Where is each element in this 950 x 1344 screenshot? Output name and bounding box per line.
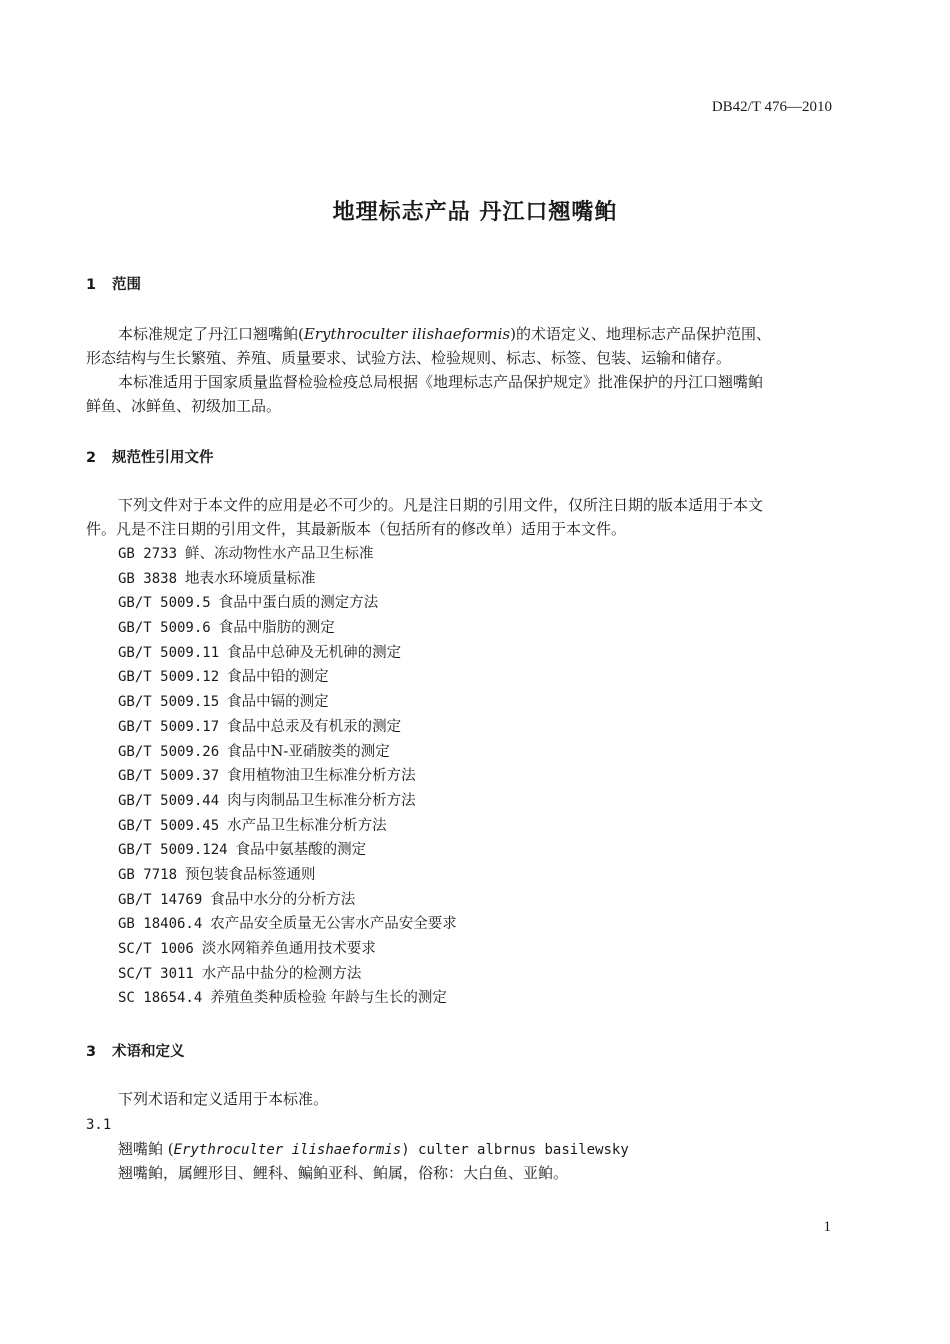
section-number: 3 bbox=[86, 1044, 97, 1060]
reference-title: 食品中蛋白质的测定方法 bbox=[218, 595, 379, 612]
reference-title: 食品中N-亚硝胺类的测定 bbox=[227, 743, 390, 760]
reference-code: GB/T 5009.5 bbox=[118, 595, 211, 612]
reference-item bbox=[118, 912, 457, 937]
text-run: )的术语定义、地理标志产品保护范围、 bbox=[510, 325, 771, 343]
document-code: DB42/T 476—2010 bbox=[711, 99, 832, 115]
reference-title: 肉与肉制品卫生标准分析方法 bbox=[227, 792, 416, 809]
term-entry bbox=[118, 1137, 629, 1162]
reference-code: GB/T 5009.44 bbox=[118, 792, 220, 809]
reference-code: GB/T 5009.15 bbox=[118, 694, 220, 711]
reference-title: 预包装食品标签通则 bbox=[185, 866, 316, 883]
reference-item bbox=[118, 962, 457, 987]
reference-item bbox=[118, 863, 457, 888]
reference-item bbox=[118, 937, 457, 962]
reference-code: GB/T 5009.45 bbox=[118, 817, 220, 834]
reference-title: 养殖鱼类种质检验 年龄与生长的测定 bbox=[210, 990, 447, 1007]
reference-code: SC/T 3011 bbox=[118, 965, 194, 982]
reference-code: GB/T 5009.12 bbox=[118, 669, 220, 686]
latin-name: Erythroculter ilishaeformis bbox=[173, 1142, 402, 1158]
reference-item bbox=[118, 764, 457, 789]
reference-code: SC 18654.4 bbox=[118, 990, 203, 1007]
reference-item bbox=[118, 567, 457, 592]
reference-title: 农产品安全质量无公害水产品安全要求 bbox=[210, 916, 457, 933]
section-number: 1 bbox=[86, 277, 97, 293]
term-alias: ) culter albrnus basilewsky bbox=[401, 1142, 629, 1158]
reference-item bbox=[118, 591, 457, 616]
section-2-paragraph-1 bbox=[86, 493, 763, 541]
subsection-number: 3.1 bbox=[86, 1117, 112, 1133]
reference-title: 食用植物油卫生标准分析方法 bbox=[227, 768, 416, 785]
reference-item bbox=[118, 838, 457, 863]
paragraph-line: 件。凡是不注日期的引用文件，其最新版本（包括所有的修改单）适用于本文件。 bbox=[86, 520, 627, 538]
reference-title: 水产品中盐分的检测方法 bbox=[201, 965, 362, 982]
term-name: 翘嘴鲌 ( bbox=[118, 1140, 174, 1158]
section-title: 范围 bbox=[112, 277, 141, 293]
paragraph-line: 形态结构与生长繁殖、养殖、质量要求、试验方法、检验规则、标志、标签、包装、运输和储存。 bbox=[86, 349, 732, 367]
section-2-heading bbox=[86, 446, 214, 467]
reference-code: GB/T 14769 bbox=[118, 891, 203, 908]
reference-title: 地表水环境质量标准 bbox=[185, 570, 316, 587]
paragraph-line: 鲜鱼、冰鲜鱼、初级加工品。 bbox=[86, 397, 282, 415]
reference-item bbox=[118, 715, 457, 740]
reference-title: 食品中铅的测定 bbox=[227, 669, 329, 686]
reference-item bbox=[118, 616, 457, 641]
reference-code: GB 2733 bbox=[118, 546, 178, 562]
section-3-heading bbox=[86, 1040, 185, 1061]
reference-title: 食品中总砷及无机砷的测定 bbox=[227, 644, 402, 661]
paragraph-line bbox=[86, 322, 771, 346]
reference-item bbox=[118, 986, 457, 1011]
section-1-paragraph-1 bbox=[86, 322, 771, 370]
reference-code: GB/T 5009.37 bbox=[118, 768, 220, 785]
reference-item bbox=[118, 814, 457, 839]
reference-item bbox=[118, 690, 457, 715]
reference-code: GB 18406.4 bbox=[118, 916, 203, 933]
section-title: 规范性引用文件 bbox=[112, 450, 214, 466]
page-title: 地理标志产品 丹江口翘嘴鲌 bbox=[332, 200, 618, 225]
section-1-paragraph-2 bbox=[86, 370, 763, 418]
term-definition: 翘嘴鲌，属鲤形目、鲤科、鳊鲌亚科、鲌属，俗称：大白鱼、亚鲌。 bbox=[118, 1164, 569, 1182]
reference-code: GB 7718 bbox=[118, 866, 178, 883]
reference-item bbox=[118, 542, 457, 567]
reference-title: 食品中镉的测定 bbox=[227, 694, 329, 711]
section-number: 2 bbox=[86, 450, 97, 466]
reference-item bbox=[118, 740, 457, 765]
reference-title: 食品中氨基酸的测定 bbox=[235, 842, 367, 859]
reference-title: 食品中水分的分析方法 bbox=[210, 891, 356, 908]
section-1-heading bbox=[86, 273, 141, 294]
reference-code: GB/T 5009.124 bbox=[118, 842, 228, 859]
reference-code: GB/T 5009.26 bbox=[118, 743, 220, 760]
reference-code: GB 3838 bbox=[118, 570, 178, 587]
reference-code: GB/T 5009.6 bbox=[118, 620, 211, 637]
reference-list bbox=[118, 542, 457, 1011]
reference-title: 鲜、冻动物性水产品卫生标准 bbox=[185, 546, 374, 562]
reference-item bbox=[118, 641, 457, 666]
section-3-intro: 下列术语和定义适用于本标准。 bbox=[118, 1090, 329, 1108]
reference-code: GB/T 5009.17 bbox=[118, 718, 220, 735]
reference-title: 淡水网箱养鱼通用技术要求 bbox=[201, 941, 376, 957]
reference-title: 食品中总汞及有机汞的测定 bbox=[227, 718, 402, 735]
reference-title: 水产品卫生标准分析方法 bbox=[227, 817, 387, 834]
page-number: 1 bbox=[823, 1219, 831, 1235]
paragraph-line: 下列文件对于本文件的应用是必不可少的。凡是注日期的引用文件，仅所注日期的版本适用于本文 bbox=[118, 496, 764, 514]
paragraph-line: 本标准适用于国家质量监督检验检疫总局根据《地理标志产品保护规定》批准保护的丹江口翘嘴鲌 bbox=[118, 373, 764, 391]
reference-item bbox=[118, 665, 457, 690]
latin-name: Erythroculter ilishaeformis bbox=[303, 325, 511, 343]
reference-title: 食品中脂肪的测定 bbox=[218, 620, 335, 637]
section-title: 术语和定义 bbox=[112, 1044, 185, 1060]
reference-code: SC/T 1006 bbox=[118, 941, 194, 957]
reference-code: GB/T 5009.11 bbox=[118, 644, 220, 661]
text-run: 本标准规定了丹江口翘嘴鲌( bbox=[118, 325, 304, 343]
reference-item bbox=[118, 789, 457, 814]
reference-item bbox=[118, 888, 457, 913]
